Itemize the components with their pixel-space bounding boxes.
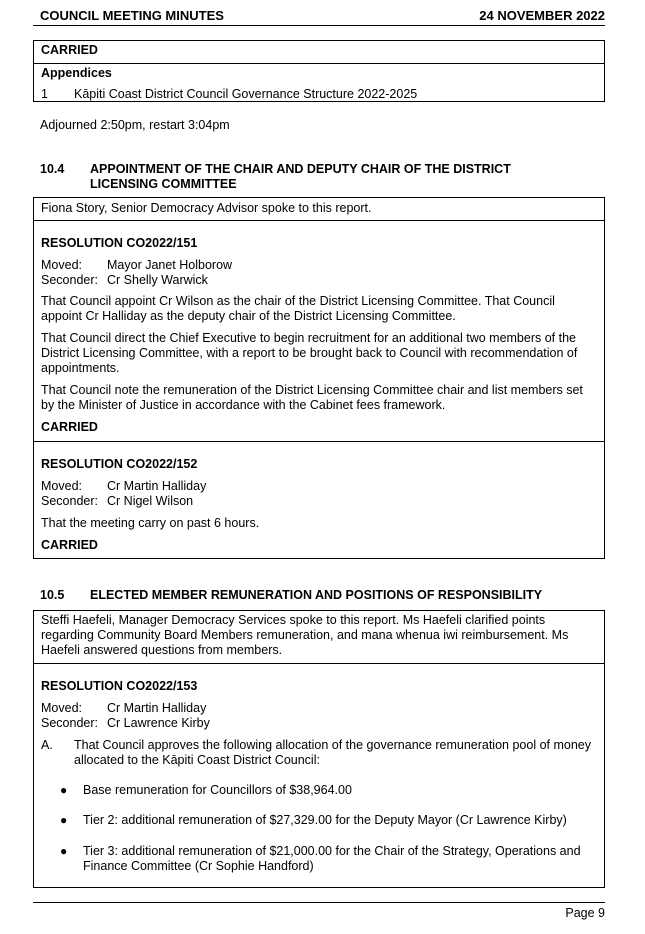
moved-value: Cr Martin Halliday [107,701,207,715]
box-divider [34,63,604,64]
box-divider [34,441,604,442]
bullet-item: Tier 2: additional remuneration of $27,329.00 for the Deputy Mayor (Cr Lawrence Kirby) [83,813,567,827]
seconder-value: Cr Nigel Wilson [107,494,194,508]
bullet-item: Base remuneration for Councillors of $38,964.00 [83,783,352,797]
resolution-151-paragraph-2: That Council direct the Chief Executive to begin recruitment for an additional two members of the District Licensing Committee, with a report to be brought back to Council with recommendation of appointments. [41,331,578,375]
seconder-value: Cr Lawrence Kirby [107,716,210,730]
section-10-4-number: 10.4 [40,162,65,176]
seconder-label: Seconder: [41,716,98,730]
bullet-dot: ● [60,844,68,858]
bullet-item: Tier 3: additional remuneration of $21,000.00 for the Chair of the Strategy, Operations and Finance Committee (Cr Sophie Handford) [83,844,581,873]
seconder-label: Seconder: [41,494,98,508]
moved-value: Cr Martin Halliday [107,479,207,493]
resolution-152-title: RESOLUTION CO2022/152 [41,457,198,471]
appendices-title: Appendices [41,66,112,80]
document-header-date: 24 NOVEMBER 2022 [479,8,605,23]
resolution-153-title: RESOLUTION CO2022/153 [41,679,198,693]
resolution-151-title: RESOLUTION CO2022/151 [41,236,198,250]
box-divider [34,663,604,664]
section-10-5-intro: Steffi Haefeli, Manager Democracy Services spoke to this report. Ms Haefeli clarified points regarding Community Board Members remuneration, and mana whenua iwi reimbursement. Ms Haefeli answered questions from members. [41,613,569,657]
header-rule [33,25,605,26]
carried-label: CARRIED [41,43,98,57]
section-10-4-title: APPOINTMENT OF THE CHAIR AND DEPUTY CHAIR OF THE DISTRICT LICENSING COMMITTEE [90,162,511,191]
appendix-text: Kāpiti Coast District Council Governance Structure 2022-2025 [74,87,418,101]
adjourned-note: Adjourned 2:50pm, restart 3:04pm [40,118,230,132]
section-10-4-box [33,197,605,559]
bullet-dot: ● [60,813,68,827]
seconder-value: Cr Shelly Warwick [107,273,208,287]
document-header-title: COUNCIL MEETING MINUTES [40,8,224,23]
footer-rule [33,902,605,903]
resolution-151-paragraph-3: That Council note the remuneration of the District Licensing Committee chair and list members set by the Minister of Justice in accordance with the Cabinet fees framework. [41,383,583,412]
carried-label: CARRIED [41,420,98,434]
item-a-label: A. [41,738,53,752]
moved-label: Moved: [41,479,82,493]
section-10-5-number: 10.5 [40,588,65,602]
seconder-label: Seconder: [41,273,98,287]
page-number: Page 9 [565,906,605,920]
carried-appendices-box [33,40,605,102]
item-a-text: That Council approves the following allocation of the governance remuneration pool of money allocated to the Kāpiti Coast District Council: [74,738,591,767]
section-10-5-box [33,610,605,888]
appendix-number: 1 [41,87,48,101]
box-divider [34,220,604,221]
moved-label: Moved: [41,701,82,715]
section-10-5-title: ELECTED MEMBER REMUNERATION AND POSITIONS OF RESPONSIBILITY [90,588,543,602]
bullet-dot: ● [60,783,68,797]
moved-value: Mayor Janet Holborow [107,258,233,272]
moved-label: Moved: [41,258,82,272]
carried-label: CARRIED [41,538,98,552]
resolution-152-paragraph-1: That the meeting carry on past 6 hours. [41,516,260,530]
resolution-151-paragraph-1: That Council appoint Cr Wilson as the chair of the District Licensing Committee. That Council appoint Cr Halliday as the deputy chair of the District Licensing Committee. [41,294,555,323]
section-10-4-intro: Fiona Story, Senior Democracy Advisor spoke to this report. [41,201,372,215]
